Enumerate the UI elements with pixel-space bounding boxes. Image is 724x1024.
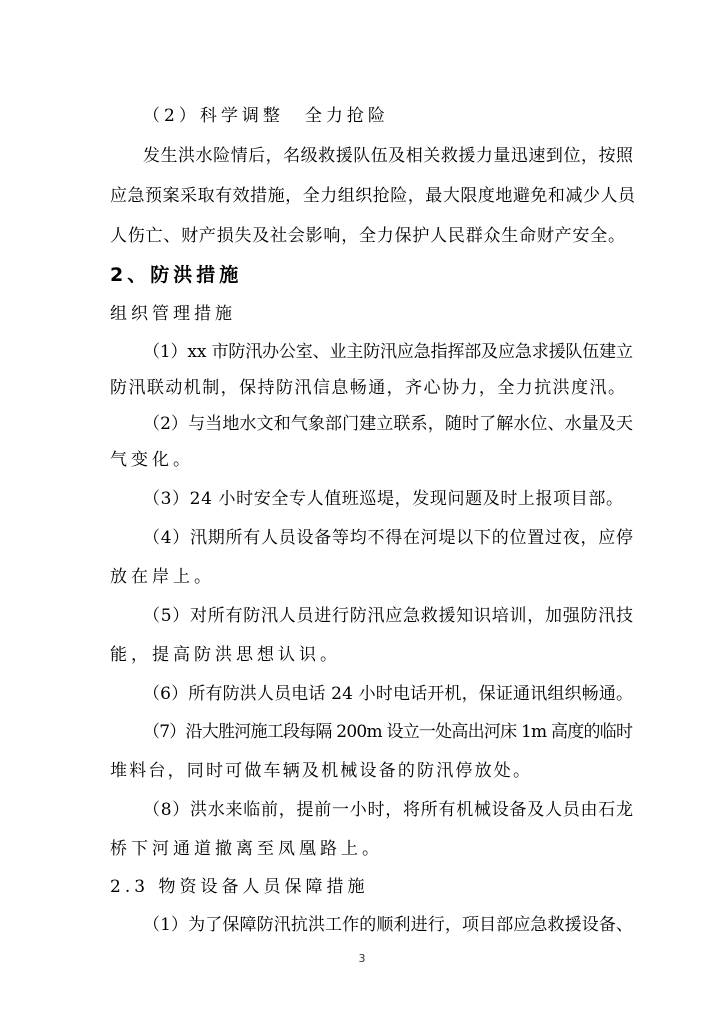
- paragraph-line: 放在岸上。: [110, 567, 215, 587]
- paragraph-line: 能，提高防洪思想认识。: [110, 645, 341, 665]
- paragraph-line: 应急预案采取有效措施，全力组织抢险，最大限度地避免和减少人员: [110, 186, 636, 206]
- subheading-material-equipment-personnel: 2.3 物资设备人员保障措施: [110, 877, 369, 897]
- paragraph-line: （7）沿大胜河施工段每隔 200m 设立一处高出河床 1m 高度的临时: [143, 722, 633, 742]
- paragraph-line: 气变化。: [110, 450, 194, 470]
- paragraph-line: （5）对所有防汛人员进行防汛应急救援知识培训，加强防汛技: [143, 606, 634, 626]
- page-number: 3: [358, 952, 366, 965]
- paragraph-line: （1）xx 市防汛办公室、业主防汛应急指挥部及应急求援队伍建立: [143, 342, 633, 362]
- paragraph-line: 人伤亡、财产损失及社会影响，全力保护人民群众生命财产安全。: [110, 226, 626, 246]
- paragraph-line: 堆料台，同时可做车辆及机械设备的防汛停放处。: [110, 761, 533, 781]
- paragraph-line: （2）与当地水文和气象部门建立联系，随时了解水位、水量及天: [143, 414, 634, 434]
- paragraph-line: （3）24 小时安全专人值班巡堤，发现问题及时上报项目部。: [143, 489, 624, 509]
- paragraph-line: 防汛联动机制，保持防汛信息畅通，齐心协力，全力抗洪度汛。: [110, 378, 627, 398]
- section-heading-flood-prevention: 2、防洪措施: [110, 264, 243, 286]
- paragraph-line: 桥下河通道撤离至凤凰路上。: [110, 839, 383, 859]
- paragraph-line: （8）洪水来临前，提前一小时，将所有机械设备及人员由石龙: [143, 800, 634, 820]
- paragraph-line: （1）为了保障防汛抗洪工作的顺利进行，项目部应急救援设备、: [143, 915, 634, 935]
- subheading-organization-management: 组织管理措施: [110, 304, 236, 324]
- paragraph-line: （4）汛期所有人员设备等均不得在河堤以下的位置过夜，应停: [143, 528, 634, 548]
- paragraph-line: （6）所有防洪人员电话 24 小时电话开机，保证通讯组织畅通。: [143, 684, 634, 704]
- paragraph-line: 发生洪水险情后，名级救援队伍及相关救援力量迅速到位，按照: [143, 146, 634, 166]
- subheading-scientific-adjustment: （2）科学调整 全力抢险: [143, 106, 389, 126]
